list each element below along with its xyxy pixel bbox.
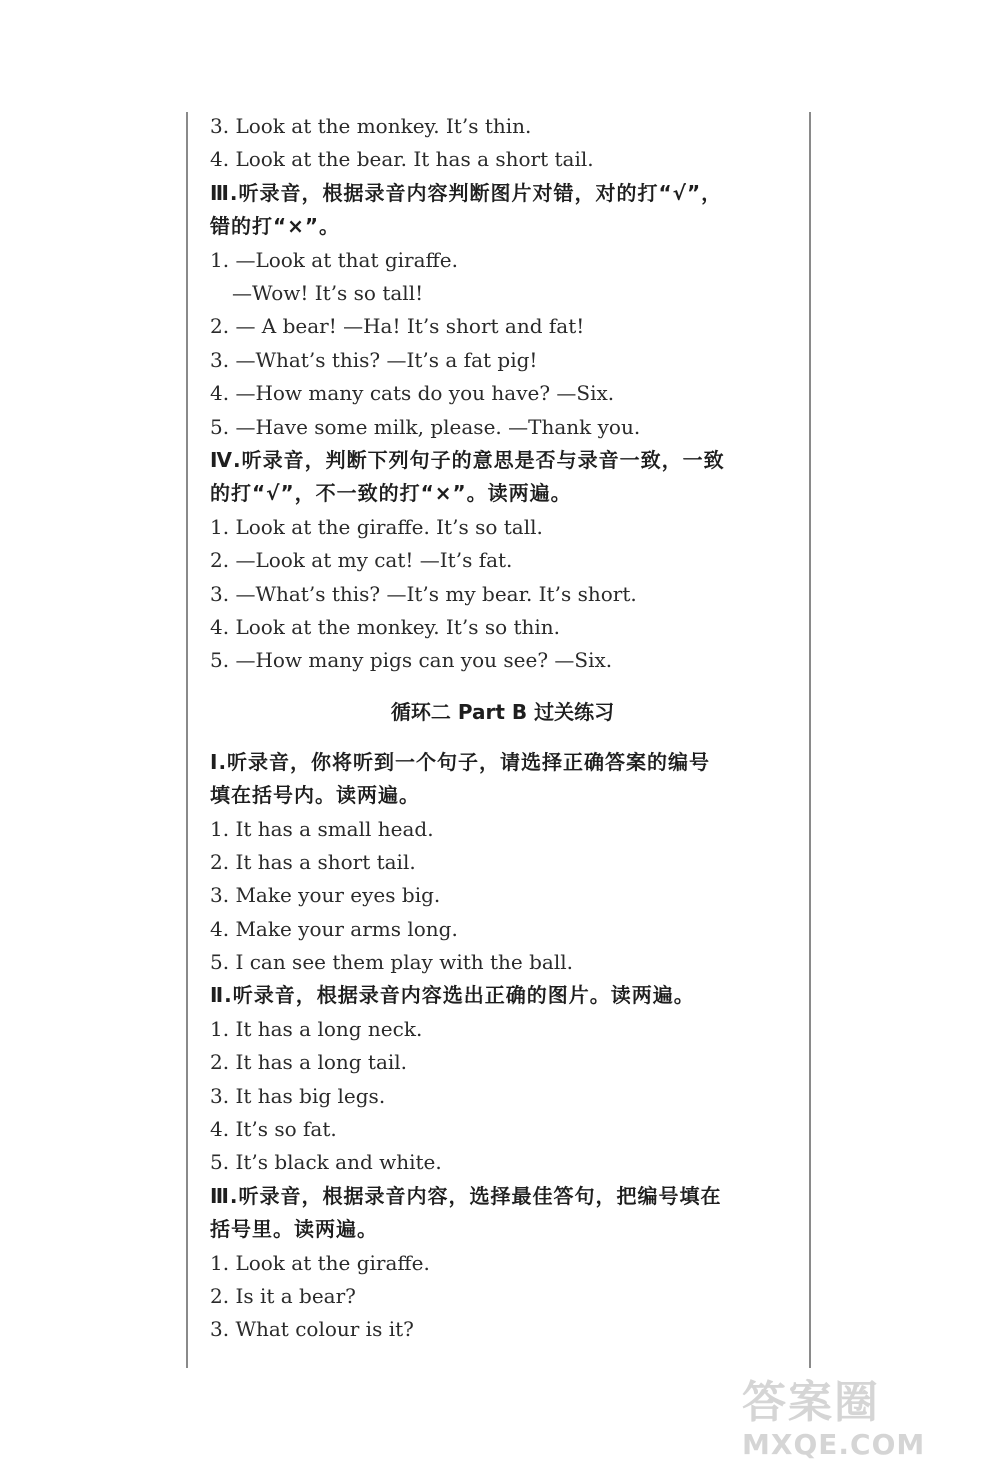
- list-item: 1. —Look at that giraffe.: [210, 247, 458, 272]
- section-instruction: Ⅳ.听录音，判断下列句子的意思是否与录音一致，一致: [210, 447, 725, 472]
- list-item: 4. Look at the monkey. It’s so thin.: [210, 614, 561, 639]
- exercise-section-2b: [210, 979, 795, 1179]
- list-item: 3. Make your eyes big.: [210, 883, 441, 908]
- exercise-section-3b: [210, 1180, 795, 1347]
- list-item: 5. It’s black and white.: [210, 1150, 442, 1175]
- list-item: 3. It has big legs.: [210, 1083, 386, 1108]
- left-margin-rule: [186, 112, 188, 1368]
- watermark-url: MXQE.COM: [742, 1428, 926, 1461]
- right-margin-rule: [809, 112, 811, 1368]
- list-item: 1. Look at the giraffe. It’s so tall.: [210, 514, 543, 539]
- list-item: 5. —How many pigs can you see? —Six.: [210, 648, 613, 673]
- list-item: 3. —What’s this? —It’s a fat pig!: [210, 347, 538, 372]
- list-item: 3. What colour is it?: [210, 1317, 414, 1342]
- section-instruction: 填在括号内。读两遍。: [210, 783, 420, 808]
- list-item: 3. —What’s this? —It’s my bear. It’s short.: [210, 581, 637, 606]
- exercise-section-4a: [210, 444, 795, 678]
- list-item: 2. It has a short tail.: [210, 849, 416, 874]
- list-item: —Wow! It’s so tall!: [232, 280, 424, 305]
- list-item: 4. —How many cats do you have? —Six.: [210, 381, 615, 406]
- list-item: 2. Is it a bear?: [210, 1284, 356, 1309]
- page-content: [210, 110, 795, 1347]
- list-item: 4. Look at the bear. It has a short tail.: [210, 147, 594, 172]
- section-instruction: Ⅲ.听录音，根据录音内容判断图片对错，对的打“√”，: [210, 180, 723, 205]
- list-item: 5. —Have some milk, please. —Thank you.: [210, 414, 641, 439]
- section-instruction: 括号里。读两遍。: [210, 1217, 378, 1242]
- watermark-logo: [742, 1378, 992, 1468]
- watermark-text: 答案圈: [742, 1377, 880, 1428]
- list-item: 1. It has a small head.: [210, 816, 434, 841]
- list-item: 4. Make your arms long.: [210, 916, 458, 941]
- section-instruction: Ⅱ.听录音，根据录音内容选出正确的图片。读两遍。: [210, 983, 695, 1008]
- list-item: 2. — A bear! —Ha! It’s short and fat!: [210, 314, 585, 339]
- top-items: [210, 110, 795, 177]
- exercise-section-1b: [210, 746, 795, 980]
- list-item: 1. It has a long neck.: [210, 1016, 423, 1041]
- list-item: 5. I can see them play with the ball.: [210, 950, 573, 975]
- section-title: 循环二 Part B 过关练习: [390, 699, 615, 724]
- list-item: 1. Look at the giraffe.: [210, 1250, 430, 1275]
- list-item: 3. Look at the monkey. It’s thin.: [210, 114, 532, 138]
- exercise-section-3a: [210, 177, 795, 444]
- section-instruction: 错的打“×”。: [210, 214, 341, 239]
- section-instruction: Ⅲ.听录音，根据录音内容，选择最佳答句，把编号填在: [210, 1183, 722, 1208]
- list-item: 4. It’s so fat.: [210, 1117, 337, 1142]
- section-instruction: Ⅰ.听录音，你将听到一个句子，请选择正确答案的编号: [210, 749, 711, 774]
- list-item: 2. It has a long tail.: [210, 1050, 408, 1075]
- list-item: 2. —Look at my cat! —It’s fat.: [210, 548, 513, 573]
- section-instruction: 的打“√”，不一致的打“×”。读两遍。: [210, 481, 572, 506]
